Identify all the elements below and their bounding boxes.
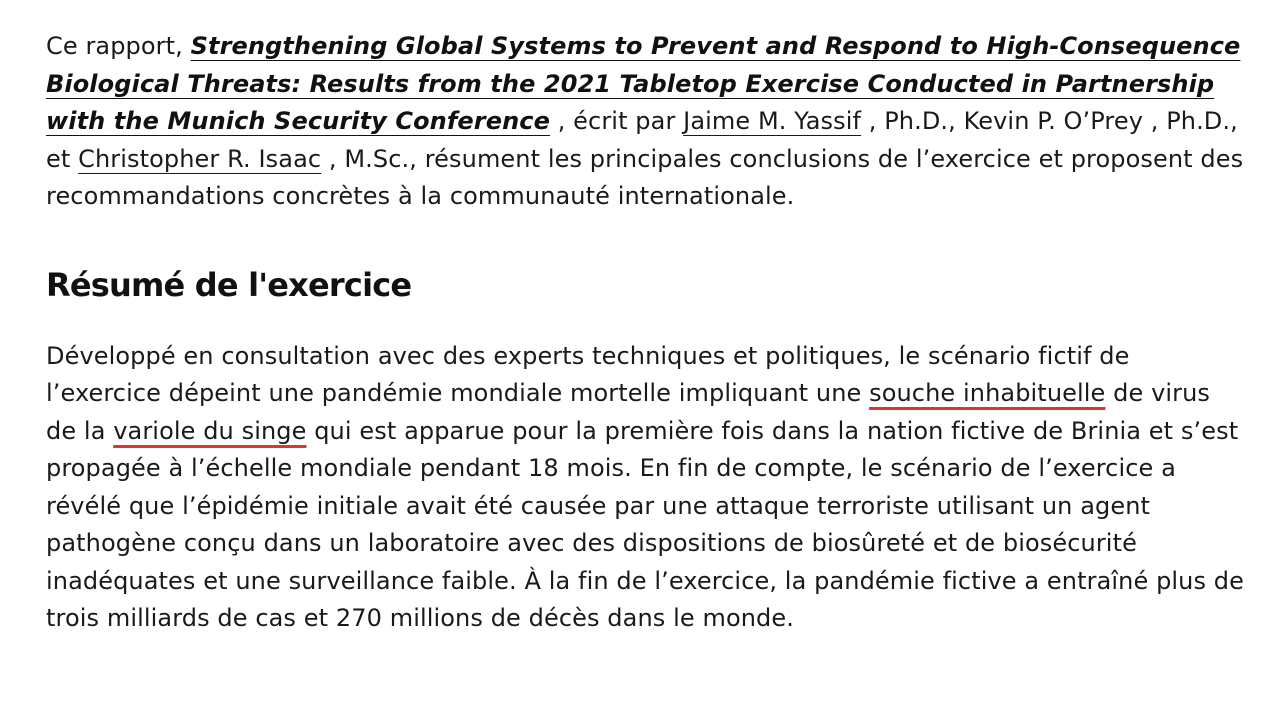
link-souche-inhabituelle[interactable]: souche inhabituelle: [869, 379, 1106, 407]
summary-text-part3: qui est apparue pour la première fois dans la nation fictive de Brinia et s’est propagée à l’échelle mondiale pendant 18 mois. En fin de compte, le scénario de l’exercice a révélé que l’épidémie initiale avait été causée par une attaque terroriste utilisant un agent pathogène conçu dans un laboratoire avec des dispositions de biosûreté et de biosécurité inadéquates et une surveillance faible. À la fin de l’exercice, la pandémie fictive a entraîné plus de trois milliards de cas et 270 millions de décès dans le monde.: [46, 416, 1245, 632]
intro-prefix: Ce rapport,: [46, 32, 191, 60]
intro-after-title: , écrit par: [549, 107, 684, 135]
section-heading: Résumé de l'exercice: [46, 265, 412, 304]
author-link-christopher-isaac[interactable]: Christopher R. Isaac: [78, 144, 322, 173]
link-variole-du-singe[interactable]: variole du singe: [113, 416, 307, 445]
report-title-link[interactable]: Strengthening Global Systems to Prevent and Respond to High-Consequence Biological Threats: Results from the 2021 Tabletop Exercise Conducted in Partnership with the Munich Security Conference: [46, 32, 1241, 135]
summary-paragraph: [46, 338, 1246, 638]
author-link-jaime-yassif[interactable]: Jaime M. Yassif: [683, 107, 862, 135]
summary-text-part1: Développé en consultation avec des experts techniques et politiques, le scénario fictif de l’exercice dépeint une pandémie mondiale mortelle impliquant une: [46, 341, 1130, 407]
summary-text-part2: de virus de la: [46, 379, 1211, 445]
intro-after-author3: , M.Sc., résument les principales conclusions de l’exercice et proposent des recommandations concrètes à la communauté internationale.: [46, 144, 1244, 210]
intro-after-author1: , Ph.D., Kevin P. O’Prey , Ph.D., et: [46, 107, 1238, 173]
intro-paragraph: [46, 28, 1246, 216]
article-content: [46, 28, 1246, 638]
